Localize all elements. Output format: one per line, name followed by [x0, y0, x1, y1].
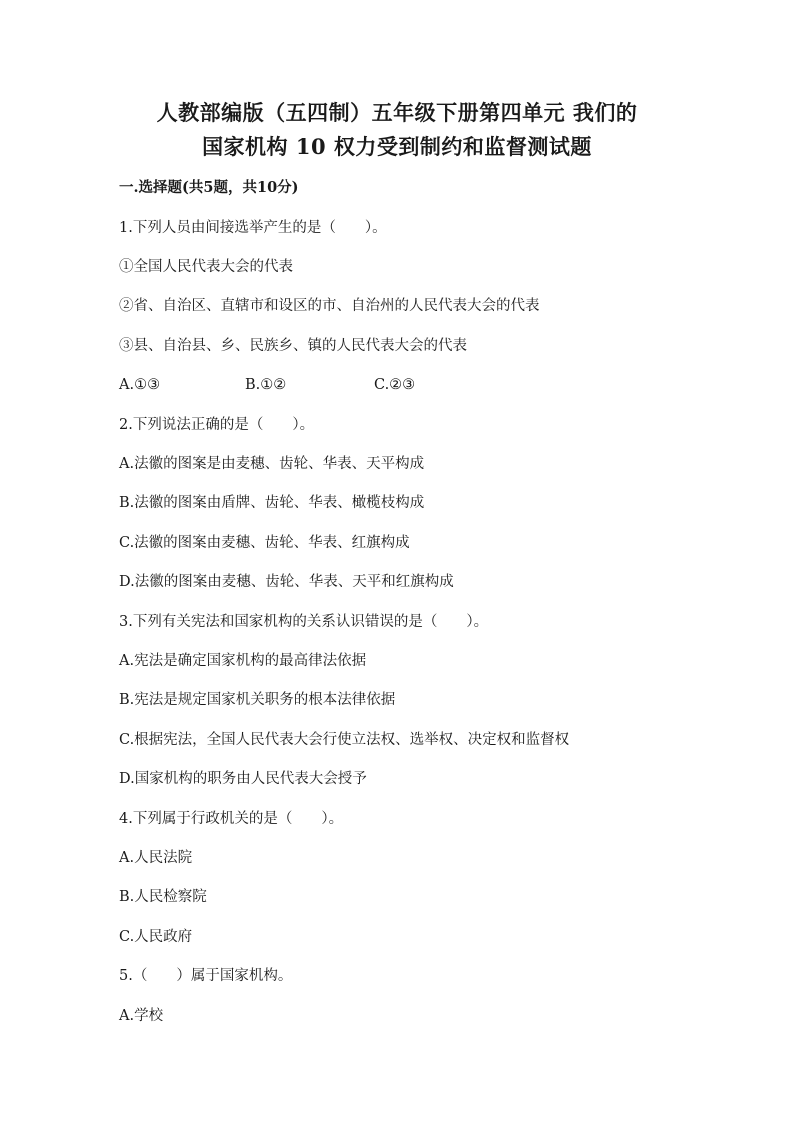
question-4-stem: 4.下列属于行政机关的是（ ）。	[119, 811, 344, 827]
question-1-option-c: C.②③	[374, 377, 416, 393]
question-4-option-c: C.人民政府	[119, 929, 193, 945]
document-title-line-2: 国家机构 10 权力受到制约和监督测试题	[202, 134, 592, 159]
question-3-option-a: A.宪法是确定国家机构的最高律法依据	[119, 653, 367, 669]
section-heading: 一.选择题(共5题，共10分)	[119, 179, 299, 196]
question-2-option-c: C.法徽的图案由麦穗、齿轮、华表、红旗构成	[119, 535, 410, 551]
question-5-stem: 5.（ ）属于国家机构。	[119, 968, 293, 984]
question-3-option-d: D.国家机构的职务由人民代表大会授予	[119, 771, 367, 787]
question-1-item-1: ①全国人民代表大会的代表	[119, 259, 293, 275]
question-2-option-a: A.法徽的图案是由麦穗、齿轮、华表、天平构成	[119, 456, 425, 472]
question-3-option-c: C.根据宪法，全国人民代表大会行使立法权、选举权、决定权和监督权	[119, 732, 570, 748]
question-2-option-b: B.法徽的图案由盾牌、齿轮、华表、橄榄枝构成	[119, 495, 425, 511]
question-4-option-a: A.人民法院	[119, 850, 193, 866]
question-2-option-d: D.法徽的图案由麦穗、齿轮、华表、天平和红旗构成	[119, 574, 454, 590]
question-5-option-a: A.学校	[119, 1008, 164, 1024]
question-4-option-b: B.人民检察院	[119, 889, 207, 905]
question-1-item-3: ③县、自治县、乡、民族乡、镇的人民代表大会的代表	[119, 338, 467, 354]
question-1-stem: 1.下列人员由间接选举产生的是（ ）。	[119, 220, 387, 236]
question-1-option-a: A.①③	[119, 377, 161, 393]
document-title-line-1: 人教部编版（五四制）五年级下册第四单元 我们的	[156, 100, 638, 125]
question-1-item-2: ②省、自治区、直辖市和设区的市、自治州的人民代表大会的代表	[119, 298, 540, 314]
question-1-option-b: B.①②	[245, 377, 287, 393]
question-2-stem: 2.下列说法正确的是（ ）。	[119, 417, 315, 433]
question-3-option-b: B.宪法是规定国家机关职务的根本法律依据	[119, 692, 396, 708]
question-3-stem: 3.下列有关宪法和国家机构的关系认识错误的是（ ）。	[119, 614, 489, 630]
